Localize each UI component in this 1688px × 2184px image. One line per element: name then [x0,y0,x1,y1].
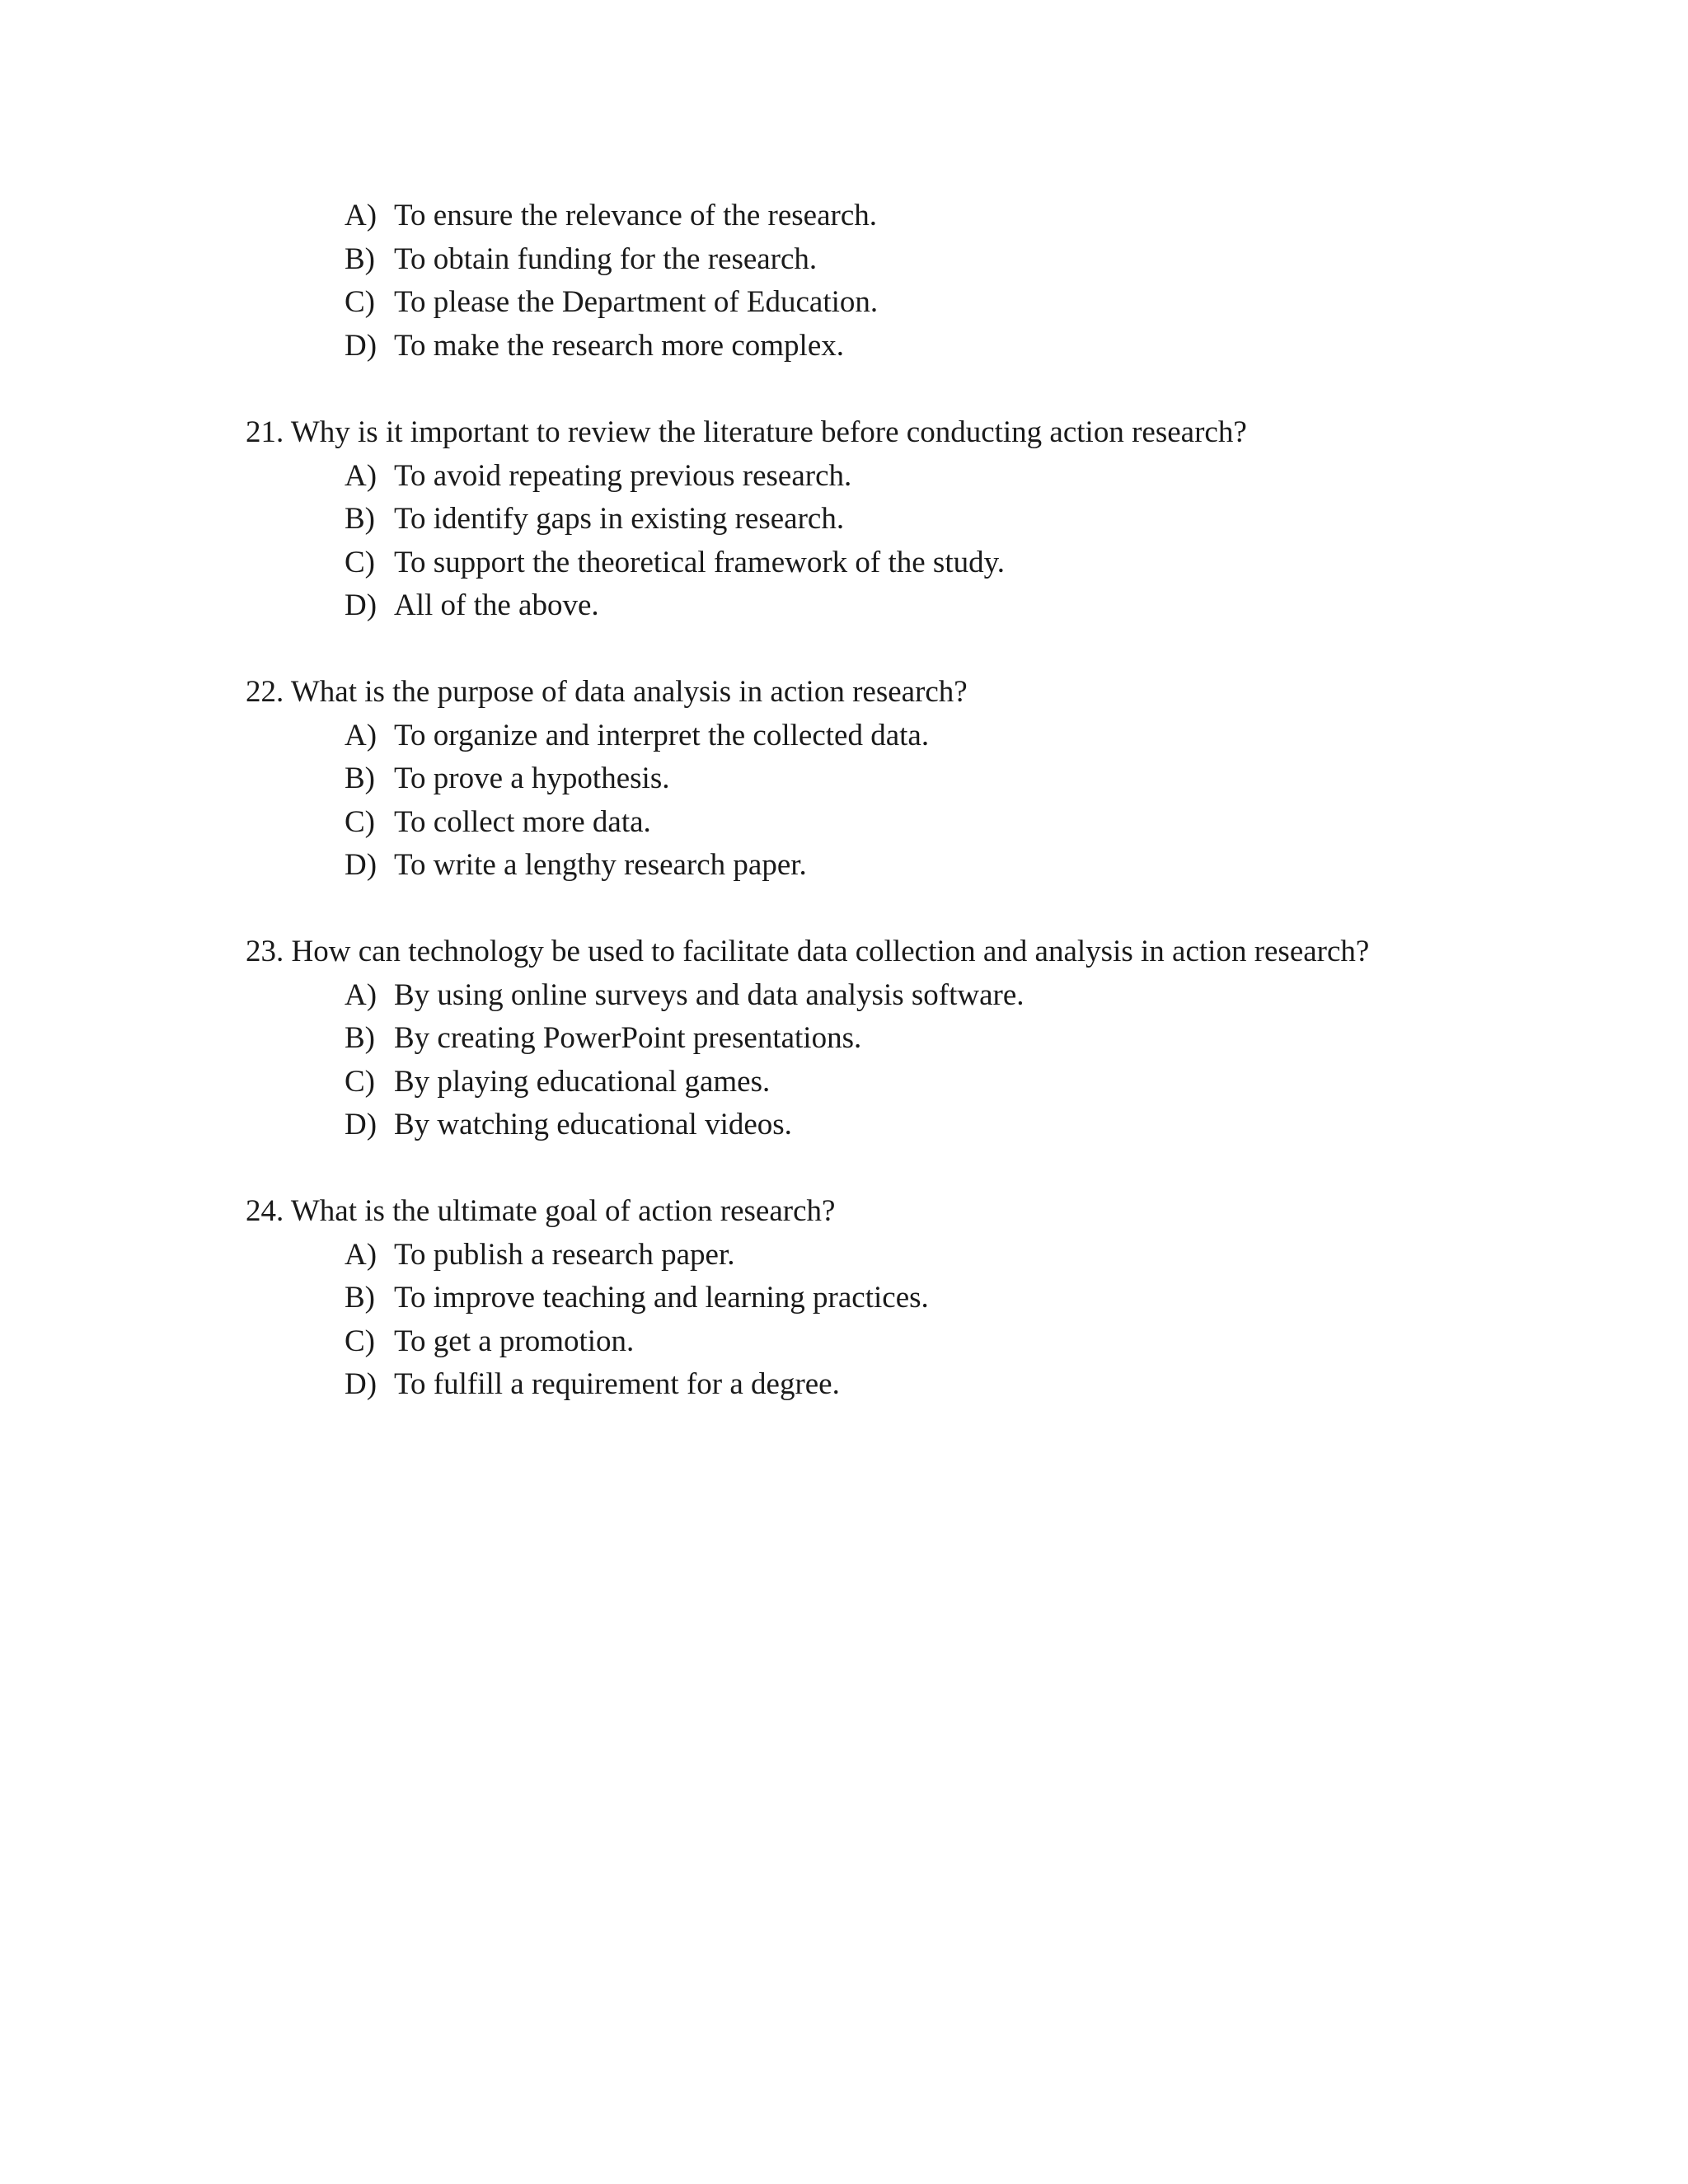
option-d [345,325,1531,368]
option-letter: D) [345,1108,377,1141]
question-number: 23. [246,935,284,968]
option-d [345,584,1531,628]
option-letter: D) [345,588,377,622]
option-text: To make the research more complex. [394,328,845,363]
option-text: To please the Department of Education. [394,285,879,319]
question-number: 24. [246,1194,284,1228]
option-text: To organize and interpret the collected data. [394,718,930,752]
option-text: By using online surveys and data analysis software. [394,977,1025,1012]
question-stem [246,930,1531,974]
option-letter: A) [345,199,377,232]
option-text: By playing educational games. [394,1064,771,1099]
option-b [345,757,1531,801]
question-24 [246,1190,1531,1407]
option-a [345,715,1531,758]
question-stem [246,1190,1531,1234]
option-d [345,1104,1531,1147]
question-text: How can technology be used to facilitate data collection and analysis in action research? [291,935,1370,968]
question-22 [246,671,1531,888]
option-text: To ensure the relevance of the research. [394,199,878,232]
option-letter: B) [345,502,375,536]
option-text: To improve teaching and learning practices. [394,1281,929,1315]
question-20-continued [246,194,1531,368]
question-text: What is the purpose of data analysis in action research? [290,675,968,709]
option-letter: C) [345,545,375,579]
options-list [345,974,1531,1147]
option-b [345,1017,1531,1061]
option-letter: A) [345,1237,377,1272]
option-text: To get a promotion. [394,1324,635,1358]
option-b [345,238,1531,282]
option-c [345,1061,1531,1104]
options-list [345,1234,1531,1407]
option-a [345,455,1531,499]
question-number: 21. [246,415,284,449]
option-text: To prove a hypothesis. [394,762,670,795]
option-text: To identify gaps in existing research. [394,502,845,536]
option-a [345,194,1531,238]
option-text: To publish a research paper. [394,1237,735,1272]
option-text: To fulfill a requirement for a degree. [394,1367,840,1401]
question-text: What is the ultimate goal of action research? [290,1194,836,1228]
option-letter: D) [345,848,377,882]
option-letter: A) [345,458,377,493]
option-letter: D) [345,328,377,363]
option-text: By watching educational videos. [394,1108,792,1141]
option-letter: B) [345,1021,375,1055]
options-list [345,194,1531,368]
option-b [345,1277,1531,1320]
question-23 [246,930,1531,1147]
option-letter: C) [345,804,375,839]
option-text: To avoid repeating previous research. [394,458,852,493]
option-letter: D) [345,1367,377,1401]
option-c [345,1320,1531,1364]
option-text: To write a lengthy research paper. [394,848,807,882]
option-text: To support the theoretical framework of the study. [394,545,1005,579]
option-c [345,541,1531,585]
option-letter: B) [345,762,375,795]
question-number: 22. [246,675,284,709]
option-letter: B) [345,241,375,276]
option-b [345,498,1531,541]
option-c [345,281,1531,325]
option-letter: C) [345,285,375,319]
option-text: All of the above. [394,588,599,622]
question-stem [246,671,1531,715]
option-letter: A) [345,977,377,1012]
option-text: By creating PowerPoint presentations. [394,1021,862,1055]
question-21 [246,411,1531,628]
option-letter: A) [345,718,377,752]
option-a [345,1234,1531,1277]
option-letter: B) [345,1281,375,1315]
option-c [345,801,1531,845]
question-stem [246,411,1531,455]
option-letter: C) [345,1324,375,1358]
options-list [345,455,1531,628]
option-d [345,844,1531,888]
options-list [345,715,1531,888]
option-a [345,974,1531,1018]
option-text: To collect more data. [394,804,651,839]
option-d [345,1363,1531,1407]
option-text: To obtain funding for the research. [394,241,818,276]
option-letter: C) [345,1064,375,1099]
question-text: Why is it important to review the literature before conducting action research? [290,415,1247,449]
